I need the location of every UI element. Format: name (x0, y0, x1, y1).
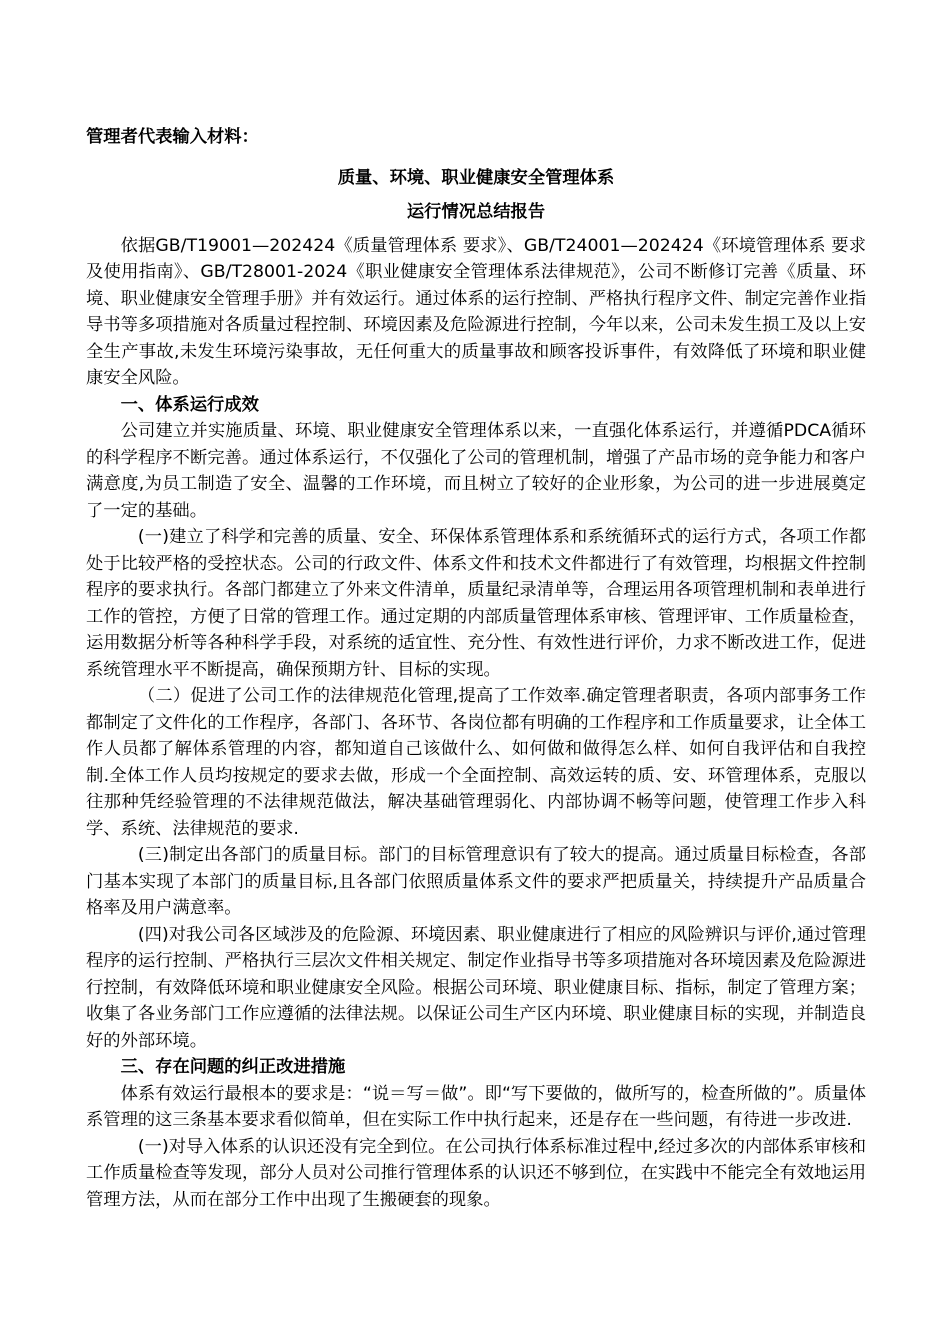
results-item-4: (四)对我公司各区域涉及的危险源、环境因素、职业健康进行了相应的风险辨识与评价,通过管理程序的运行控制、严格执行三层次文件相关规定、制定作业指导书等多项措施对各环境因素及危险源进行控制，有效降低环境和职业健康安全风险。根据公司环境、职业健康目标、指标，制定了管理方案；收集了各业务部门工作应遵循的法律法规。以保证公司生产区内环境、职业健康目标的实现，并制造良好的外部环境。 (86, 924, 866, 1051)
results-item-2: （二）促进了公司工作的法律规范化管理,提高了工作效率.确定管理者职责，各项内部事务工作都制定了文件化的工作程序，各部门、各环节、各岗位都有明确的工作程序和工作质量要求，让全体工作人员都了解体系管理的内容，都知道自己该做什么、如何做和做得怎么样、如何自我评估和自我控制.全体工作人员均按规定的要求去做，形成一个全面控制、高效运转的质、安、环管理体系，克服以往那种凭经验管理的不法律规范做法，解决基础管理弱化、内部协调不畅等问题，使管理工作步入科学、系统、法律规范的要求. (86, 686, 866, 839)
section-heading-results: 一、体系运行成效 (120, 394, 259, 415)
document-title: 质量、环境、职业健康安全管理体系 (337, 167, 615, 188)
section-results-intro: 公司建立并实施质量、环境、职业健康安全管理体系以来，一直强化体系运行，并遵循PDCA循环的科学程序不断完善。通过体系运行，不仅强化了公司的管理机制，增强了产品市场的竞争能力和客户满意度,为员工制造了安全、温馨的工作环境，而且树立了较好的企业形象，为公司的进一步进展奠定了一定的基础。 (86, 421, 866, 521)
section-corrective-intro: 体系有效运行最根本的要求是：“说＝写＝做”。即“写下要做的，做所写的，检查所做的”。质量体系管理的这三条基本要求看似简单，但在实际工作中执行起来，还是存在一些问题，有待进一步改进. (86, 1083, 866, 1130)
corrective-item-1: (一)对导入体系的认识还没有完全到位。在公司执行体系标准过程中,经过多次的内部体系审核和工作质量检查等发现，部分人员对公司推行管理体系的认识还不够到位，在实践中不能完全有效地运用管理方法，从而在部分工作中出现了生搬硬套的现象。 (86, 1136, 866, 1210)
results-item-3: (三)制定出各部门的质量目标。部门的目标管理意识有了较大的提高。通过质量目标检查，各部门基本实现了本部门的质量目标,且各部门依照质量体系文件的要求严把质量关，持续提升产品质量合格率及用户满意率。 (86, 845, 866, 918)
material-label: 管理者代表输入材料： (86, 127, 259, 147)
document-page (86, 124, 866, 1213)
results-item-1: (一)建立了科学和完善的质量、安全、环保体系管理体系和系统循环式的运行方式，各项工作都处于比较严格的受控状态。公司的行政文件、体系文件和技术文件都进行了有效管理，均根据文件控制程序的要求执行。各部门都建立了外来文件清单，质量纪录清单等，合理运用各项管理机制和表单进行工作的管控，方便了日常的管理工作。通过定期的内部质量管理体系审核、管理评审、工作质量检查，运用数据分析等各种科学手段，对系统的适宜性、充分性、有效性进行评价，力求不断改进工作，促进系统管理水平不断提高，确保预期方针、目标的实现。 (86, 527, 866, 680)
document-subtitle: 运行情况总结报告 (406, 201, 546, 222)
section-heading-corrective: 三、存在问题的纠正改进措施 (120, 1057, 346, 1077)
intro-paragraph: 依据GB/T19001—202424《质量管理体系 要求》、GB/T24001—202424《环境管理体系 要求及使用指南》、GB/T28001-2024《职业健康安全管理体系法律规范》，公司不断修订完善《质量、环境、职业健康安全管理手册》并有效运行。通过体系的运行控制、严格执行程序文件、制定完善作业指导书等多项措施对各质量过程控制、环境因素及危险源进行控制，今年以来，公司未发生损工及以上安全生产事故,未发生环境污染事故，无任何重大的质量事故和顾客投诉事件，有效降低了环境和职业健康安全风险。 (86, 235, 866, 388)
